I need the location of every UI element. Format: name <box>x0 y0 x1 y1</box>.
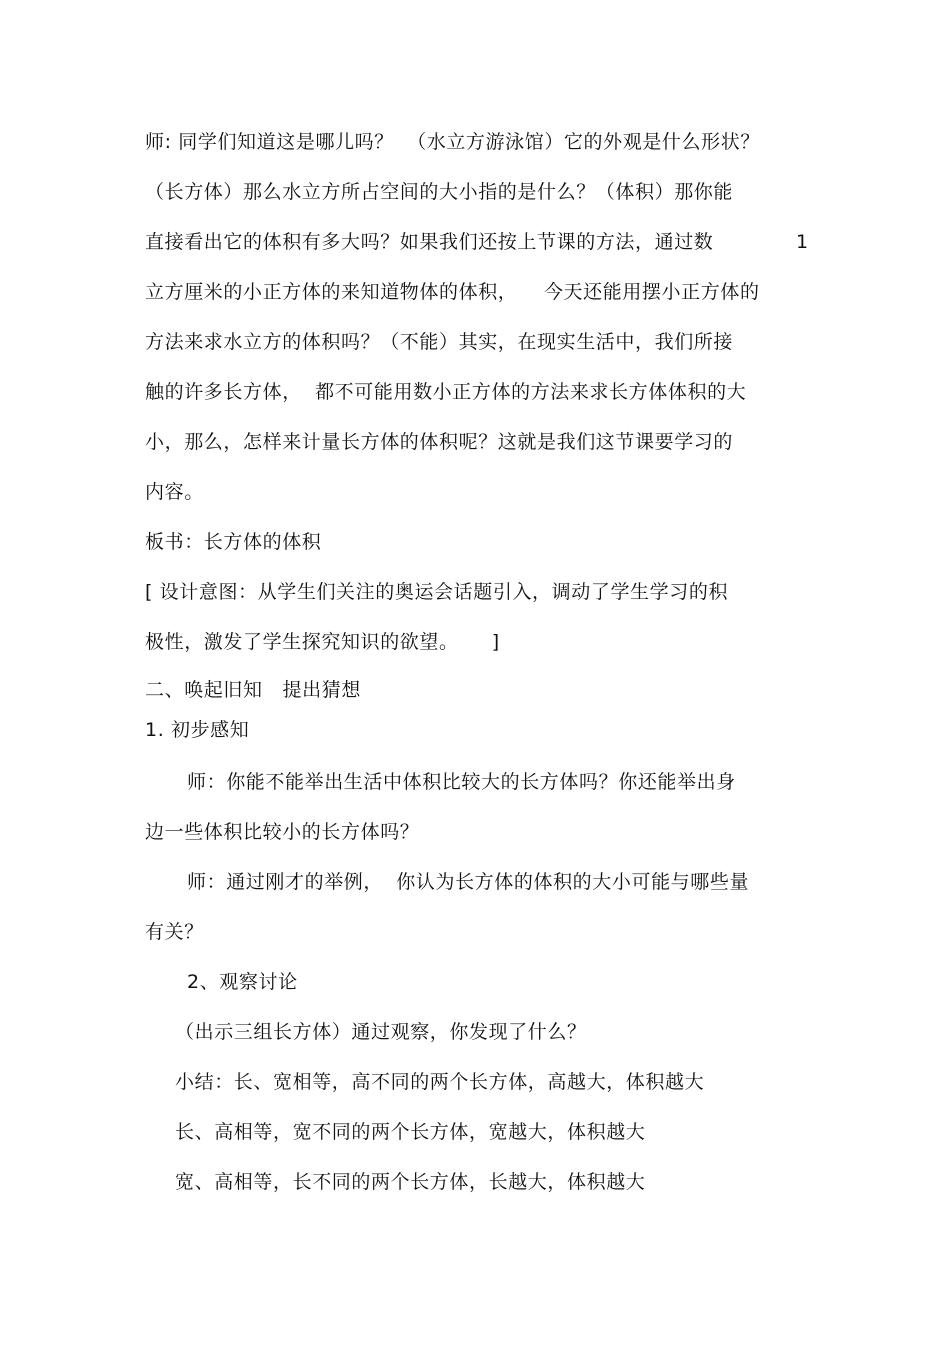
text-line: 直接看出它的体积有多大吗？如果我们还按上节课的方法，通过数 <box>145 231 714 253</box>
text-line: 师: 同学们知道这是哪儿吗？ （水立方游泳馆）它的外观是什么形状？ <box>145 131 760 153</box>
text-line: 边一些体积比较小的长方体吗？ <box>145 821 420 843</box>
text-line: 触的许多长方体， 都不可能用数小正方体的方法来求长方体体积的大 <box>145 381 747 403</box>
section-heading: 二、唤起旧知 提出猜想 <box>145 679 361 701</box>
text-line: 内容。 <box>145 481 204 503</box>
design-intent-line: [ 设计意图：从学生们关注的奥运会话题引入，调动了学生学习的积 <box>145 581 729 603</box>
design-intent-line: 极性，激发了学生探究知识的欲望。 ] <box>145 631 500 653</box>
text-line: 师：你能不能举出生活中体积比较大的长方体吗？你还能举出身 <box>187 771 736 793</box>
text-line: （出示三组长方体）通过观察，你发现了什么？ <box>175 1021 587 1043</box>
text-line: 师：通过刚才的举例， 你认为长方体的体积的大小可能与哪些量 <box>187 871 750 893</box>
line-marker-number: 1 <box>796 231 809 253</box>
text-line: 有关？ <box>145 921 204 943</box>
summary-line: 长、高相等，宽不同的两个长方体，宽越大，体积越大 <box>175 1121 646 1143</box>
subsection-heading: 1. 初步感知 <box>145 719 250 741</box>
blackboard-heading: 板书：长方体的体积 <box>145 531 322 553</box>
text-line: 方法来求水立方的体积吗？（不能）其实，在现实生活中，我们所接 <box>145 331 734 353</box>
subsection-heading: 2、观察讨论 <box>187 971 298 993</box>
summary-line: 宽、高相等，长不同的两个长方体，长越大，体积越大 <box>175 1171 646 1193</box>
text-line: 立方厘米的小正方体的来知道物体的体积， 今天还能用摆小正方体的 <box>145 281 760 303</box>
summary-line: 小结：长、宽相等，高不同的两个长方体，高越大，体积越大 <box>175 1071 705 1093</box>
text-line: （长方体）那么水立方所占空间的大小指的是什么？（体积）那你能 <box>145 181 734 203</box>
text-line: 小，那么，怎样来计量长方体的体积呢？这就是我们这节课要学习的 <box>145 431 734 453</box>
